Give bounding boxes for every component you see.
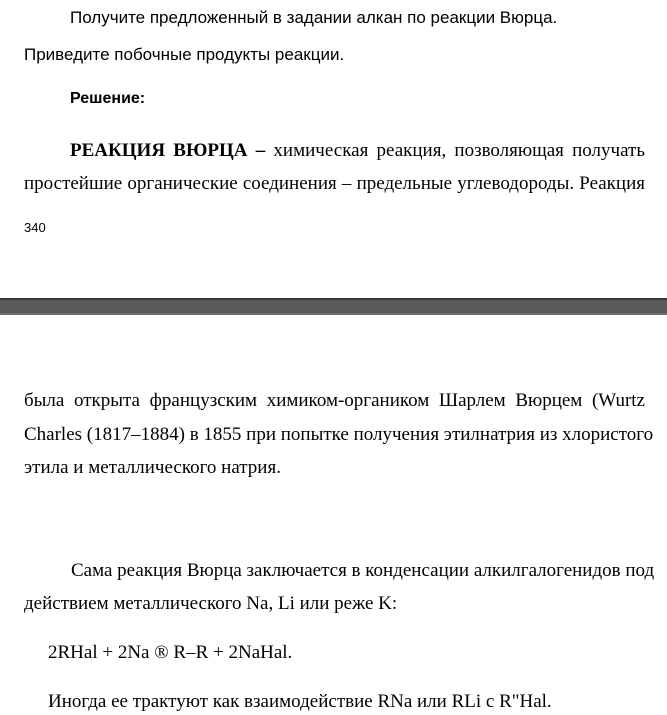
page-separator (0, 298, 667, 315)
definition-line-2: простейшие органические соединения – предельные углеводороды. Реакция (24, 173, 645, 194)
mechanism-line-1: Сама реакция Вюрца заключается в конденсации алкилгалогенидов под (71, 560, 655, 581)
mechanism-line-2: действием металлического Na, Li или реже K: (24, 593, 398, 614)
alternative-interpretation: Иногда ее трактуют как взаимодействие RNa или RLi с R"Hal. (48, 691, 552, 712)
task-line-1: Получите предложенный в задании алкан по реакции Вюрца. (70, 8, 558, 27)
page-number: 340 (24, 220, 46, 235)
solution-heading: Решение: (70, 90, 146, 107)
reaction-name-bold: РЕАКЦИЯ ВЮРЦА – (70, 140, 266, 161)
history-line-2: Charles (1817–1884) в 1855 при попытке получения этилнатрия из хлористого (24, 424, 654, 445)
reaction-equation: 2RHal + 2Na ® R–R + 2NaHal. (48, 642, 293, 663)
history-line-1: была открыта французским химиком-органиком Шарлем Вюрцем (Wurtz (24, 390, 645, 411)
history-line-3: этила и металлического натрия. (24, 457, 281, 478)
task-line-2: Приведите побочные продукты реакции. (24, 45, 345, 64)
definition-line-1 (70, 140, 645, 162)
definition-text: химическая реакция, позволяющая получать (265, 140, 646, 161)
